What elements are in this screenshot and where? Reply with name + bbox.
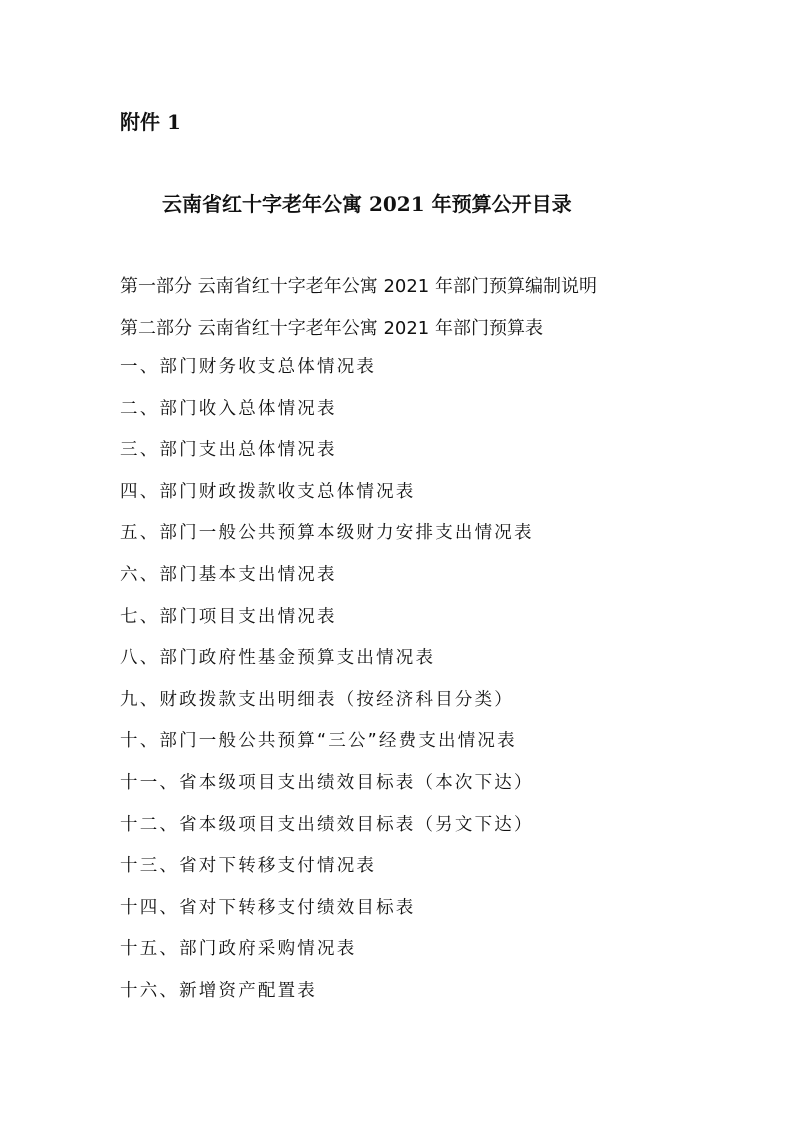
toc-item-10: 十、部门一般公共预算“三公”经费支出情况表 <box>120 731 517 752</box>
toc-item-12: 十二、省本级项目支出绩效目标表（另文下达） <box>120 814 534 835</box>
toc-item-13: 十三、省对下转移支付情况表 <box>120 856 377 877</box>
toc-item-14: 十四、省对下转移支付绩效目标表 <box>120 897 416 918</box>
toc-item-5: 五、部门一般公共预算本级财力安排支出情况表 <box>120 523 534 544</box>
toc-item-4: 四、部门财政拨款收支总体情况表 <box>120 481 416 502</box>
table-of-contents <box>120 356 534 1022</box>
part-two-heading: 第二部分 云南省红十字老年公寓 2021 年部门预算表 <box>120 318 543 339</box>
part-one-heading: 第一部分 云南省红十字老年公寓 2021 年部门预算编制说明 <box>120 276 597 297</box>
toc-item-2: 二、部门收入总体情况表 <box>120 398 337 419</box>
page-title: 云南省红十字老年公寓 2021 年预算公开目录 <box>162 192 572 216</box>
toc-item-11: 十一、省本级项目支出绩效目标表（本次下达） <box>120 772 534 793</box>
toc-item-15: 十五、部门政府采购情况表 <box>120 939 357 960</box>
toc-item-16: 十六、新增资产配置表 <box>120 980 317 1001</box>
attachment-label: 附件 1 <box>120 110 181 134</box>
toc-item-8: 八、部门政府性基金预算支出情况表 <box>120 648 436 669</box>
toc-item-1: 一、部门财务收支总体情况表 <box>120 357 377 377</box>
toc-item-9: 九、财政拨款支出明细表（按经济科目分类） <box>120 689 514 710</box>
toc-item-6: 六、部门基本支出情况表 <box>120 564 337 585</box>
toc-item-7: 七、部门项目支出情况表 <box>120 606 337 627</box>
toc-item-3: 三、部门支出总体情况表 <box>120 440 337 461</box>
